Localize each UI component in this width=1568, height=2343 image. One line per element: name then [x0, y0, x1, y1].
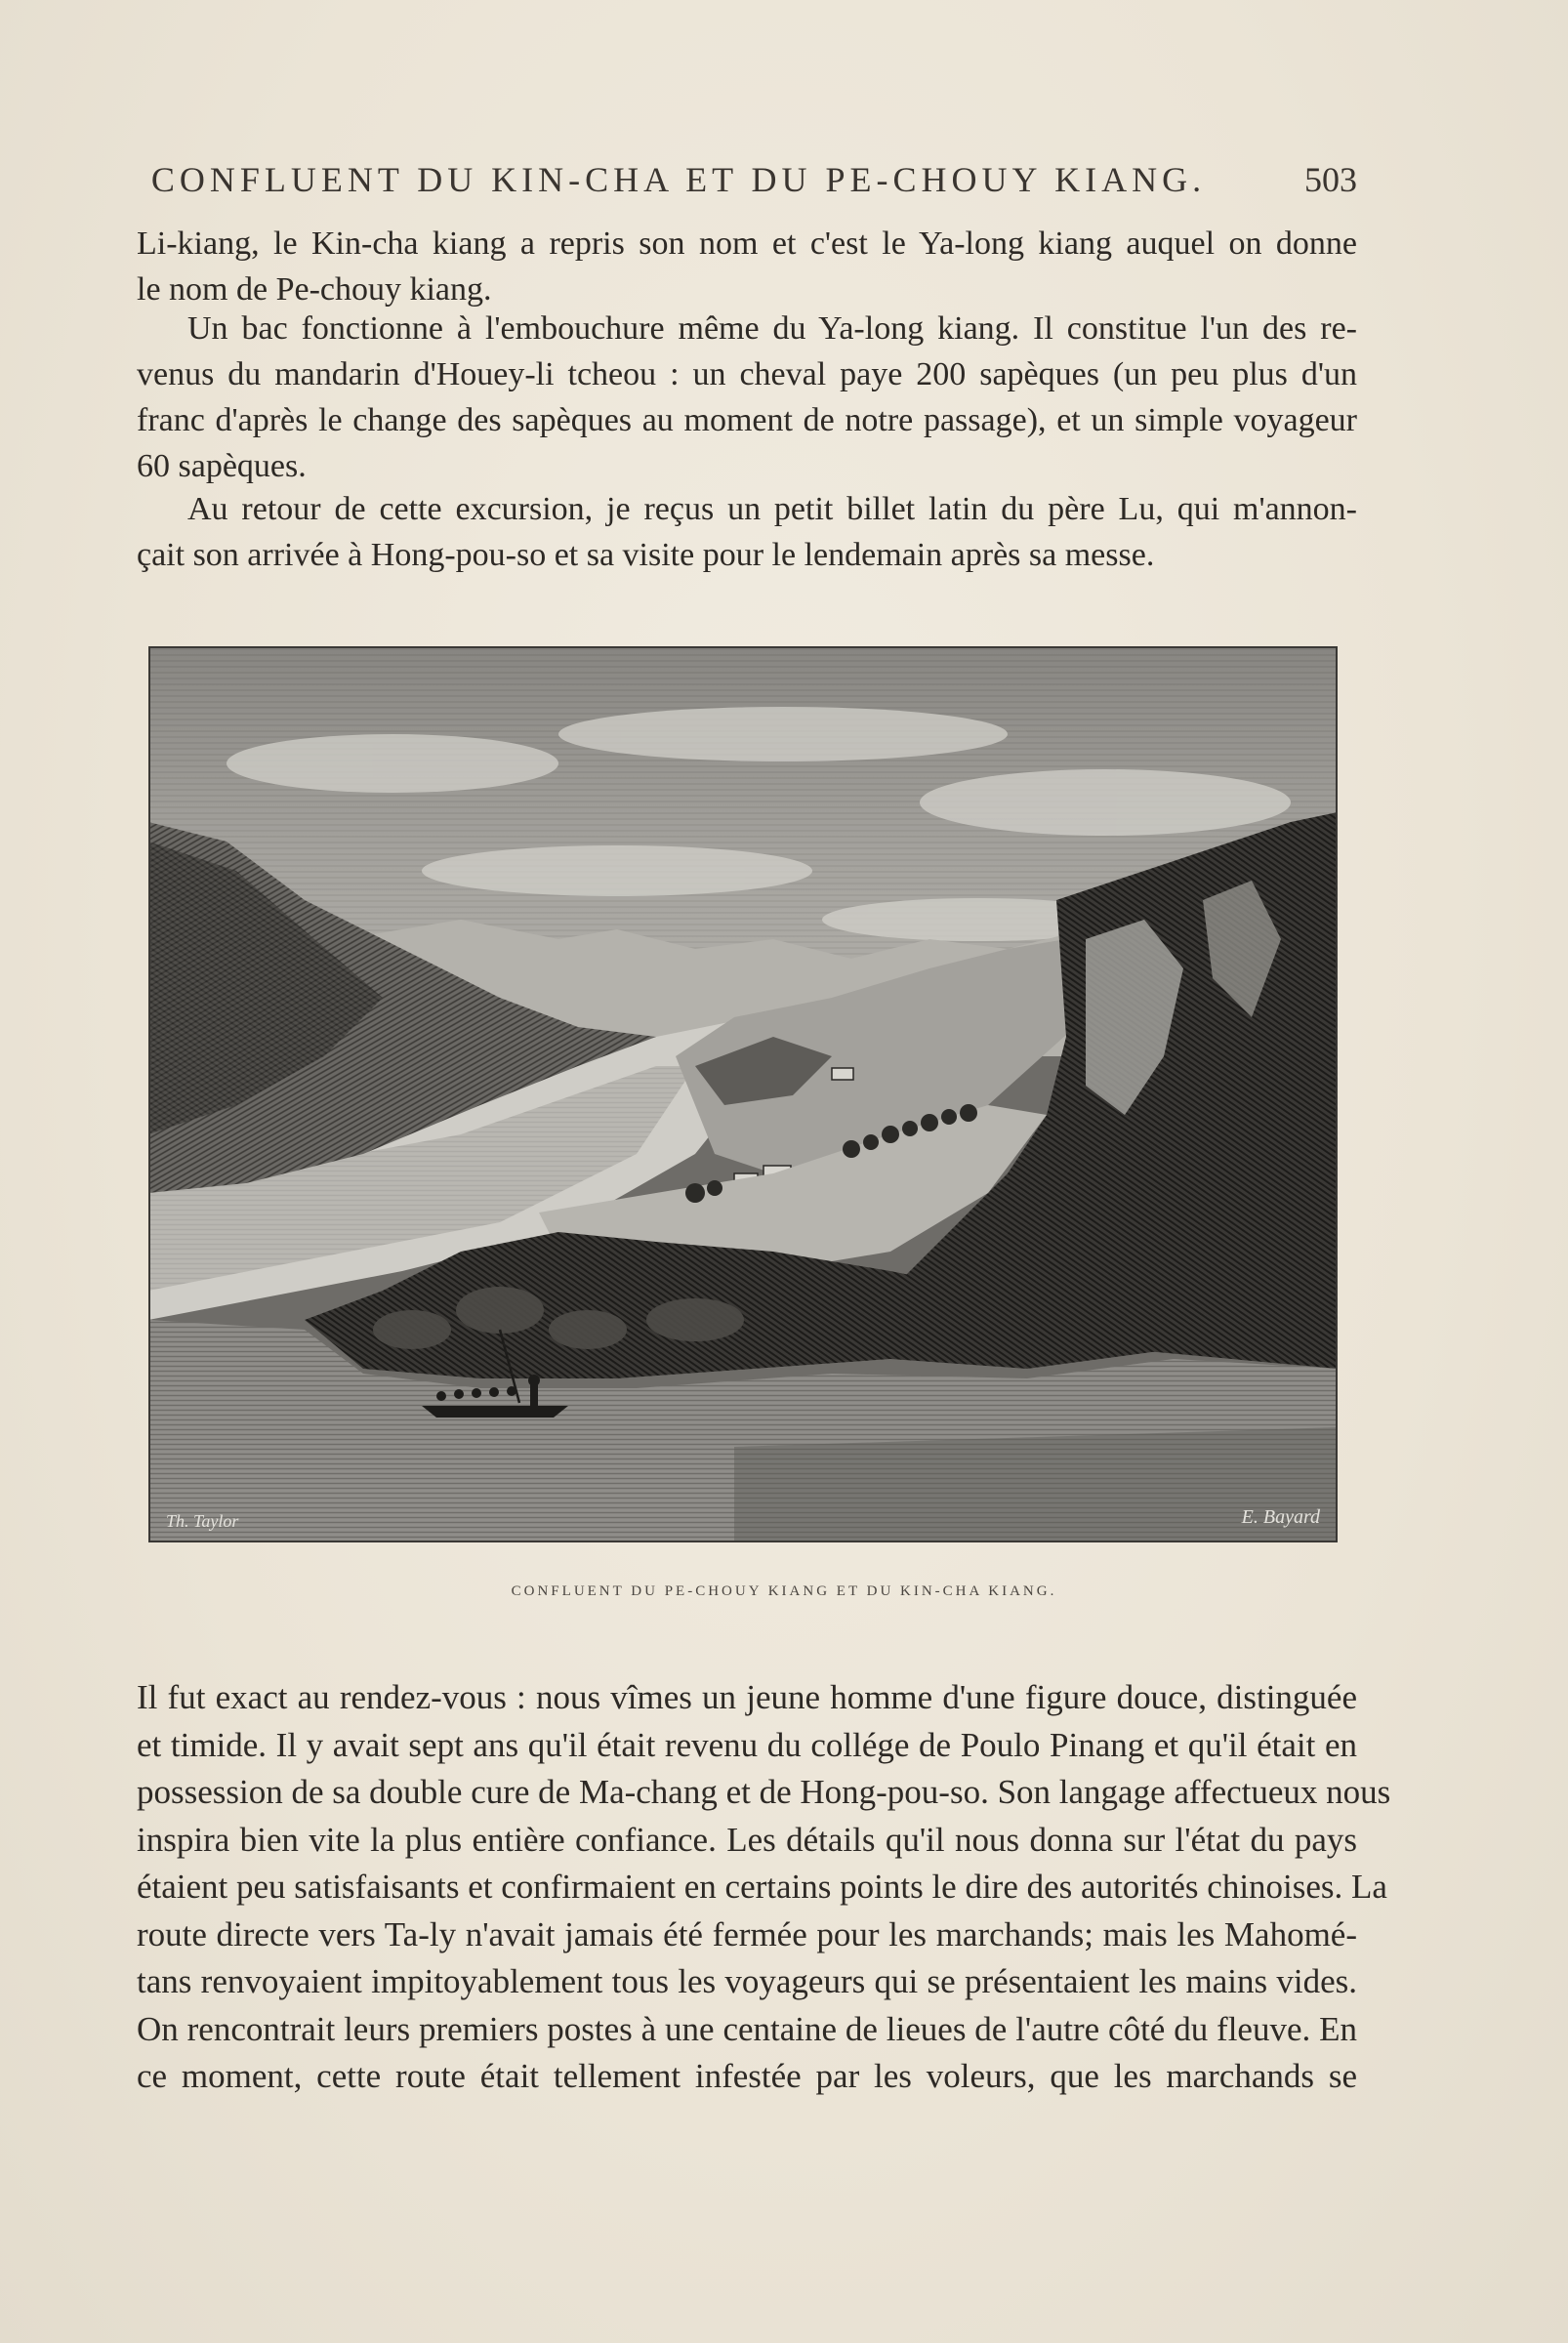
text-line: Au retour de cette excursion, je reçus un petit billet latin du père Lu, qui m'annon- [187, 491, 1357, 527]
figure-caption: CONFLUENT DU PE-CHOUY KIANG ET DU KIN-CHA KIANG. [511, 1583, 1057, 1599]
artist-signature: E. Bayard [1241, 1506, 1320, 1528]
text-line: 60 sapèques. [137, 448, 307, 484]
page-number: 503 [1304, 160, 1357, 199]
text-line: ce moment, cette route était tellement infestée par les voleurs, que les marchands se [137, 2057, 1357, 2095]
paragraph-4 [137, 1674, 1391, 2101]
text-line: le nom de Pe-chouy kiang. [137, 271, 492, 308]
text-line: route directe vers Ta-ly n'avait jamais été fermée pour les marchands; mais les Mahomé- [137, 1914, 1357, 1953]
landscape-engraving [148, 646, 1338, 1542]
text-line: çait son arrivée à Hong-pou-so et sa visite pour le lendemain après sa messe. [137, 537, 1155, 573]
text-line: tans renvoyaient impitoyablement tous les voyageurs qui se présentaient les mains vides. [137, 1962, 1357, 2000]
text-line: inspira bien vite la plus entière confiance. Les détails qu'il nous donna sur l'état du pays [137, 1820, 1357, 1859]
text-line: étaient peu satisfaisants et confirmaient en certains points le dire des autorités chinoises. La [137, 1868, 1387, 1906]
text-line: Il fut exact au rendez-vous : nous vîmes un jeune homme d'une figure douce, distinguée [137, 1678, 1357, 1716]
text-line: venus du mandarin d'Houey-li tcheou : un cheval paye 200 sapèques (un peu plus d'un [137, 356, 1357, 392]
engraving-illustration [148, 646, 1338, 1542]
text-line: et timide. Il y avait sept ans qu'il était revenu du collége de Poulo Pinang et qu'il était en [137, 1725, 1357, 1764]
text-line: possession de sa double cure de Ma-chang et de Hong-pou-so. Son langage affectueux nous [137, 1773, 1391, 1811]
text-line: On rencontrait leurs premiers postes à une centaine de lieues de l'autre côté du fleuve. En [137, 2009, 1357, 2048]
text-line: Un bac fonctionne à l'embouchure même du Ya-long kiang. Il constitue l'un des re- [187, 310, 1357, 347]
paragraph-3 [137, 486, 1357, 578]
paragraph-2 [137, 306, 1357, 489]
running-title: CONFLUENT DU KIN-CHA ET DU PE-CHOUY KIANG. [150, 160, 1207, 199]
paragraph-1 [137, 221, 1357, 312]
engraver-signature: Th. Taylor [166, 1511, 239, 1531]
text-line: Li-kiang, le Kin-cha kiang a repris son nom et c'est le Ya-long kiang auquel on donne [137, 226, 1357, 262]
page-header [137, 159, 1357, 208]
text-line: franc d'après le change des sapèques au moment de notre passage), et un simple voyageur [137, 402, 1357, 438]
